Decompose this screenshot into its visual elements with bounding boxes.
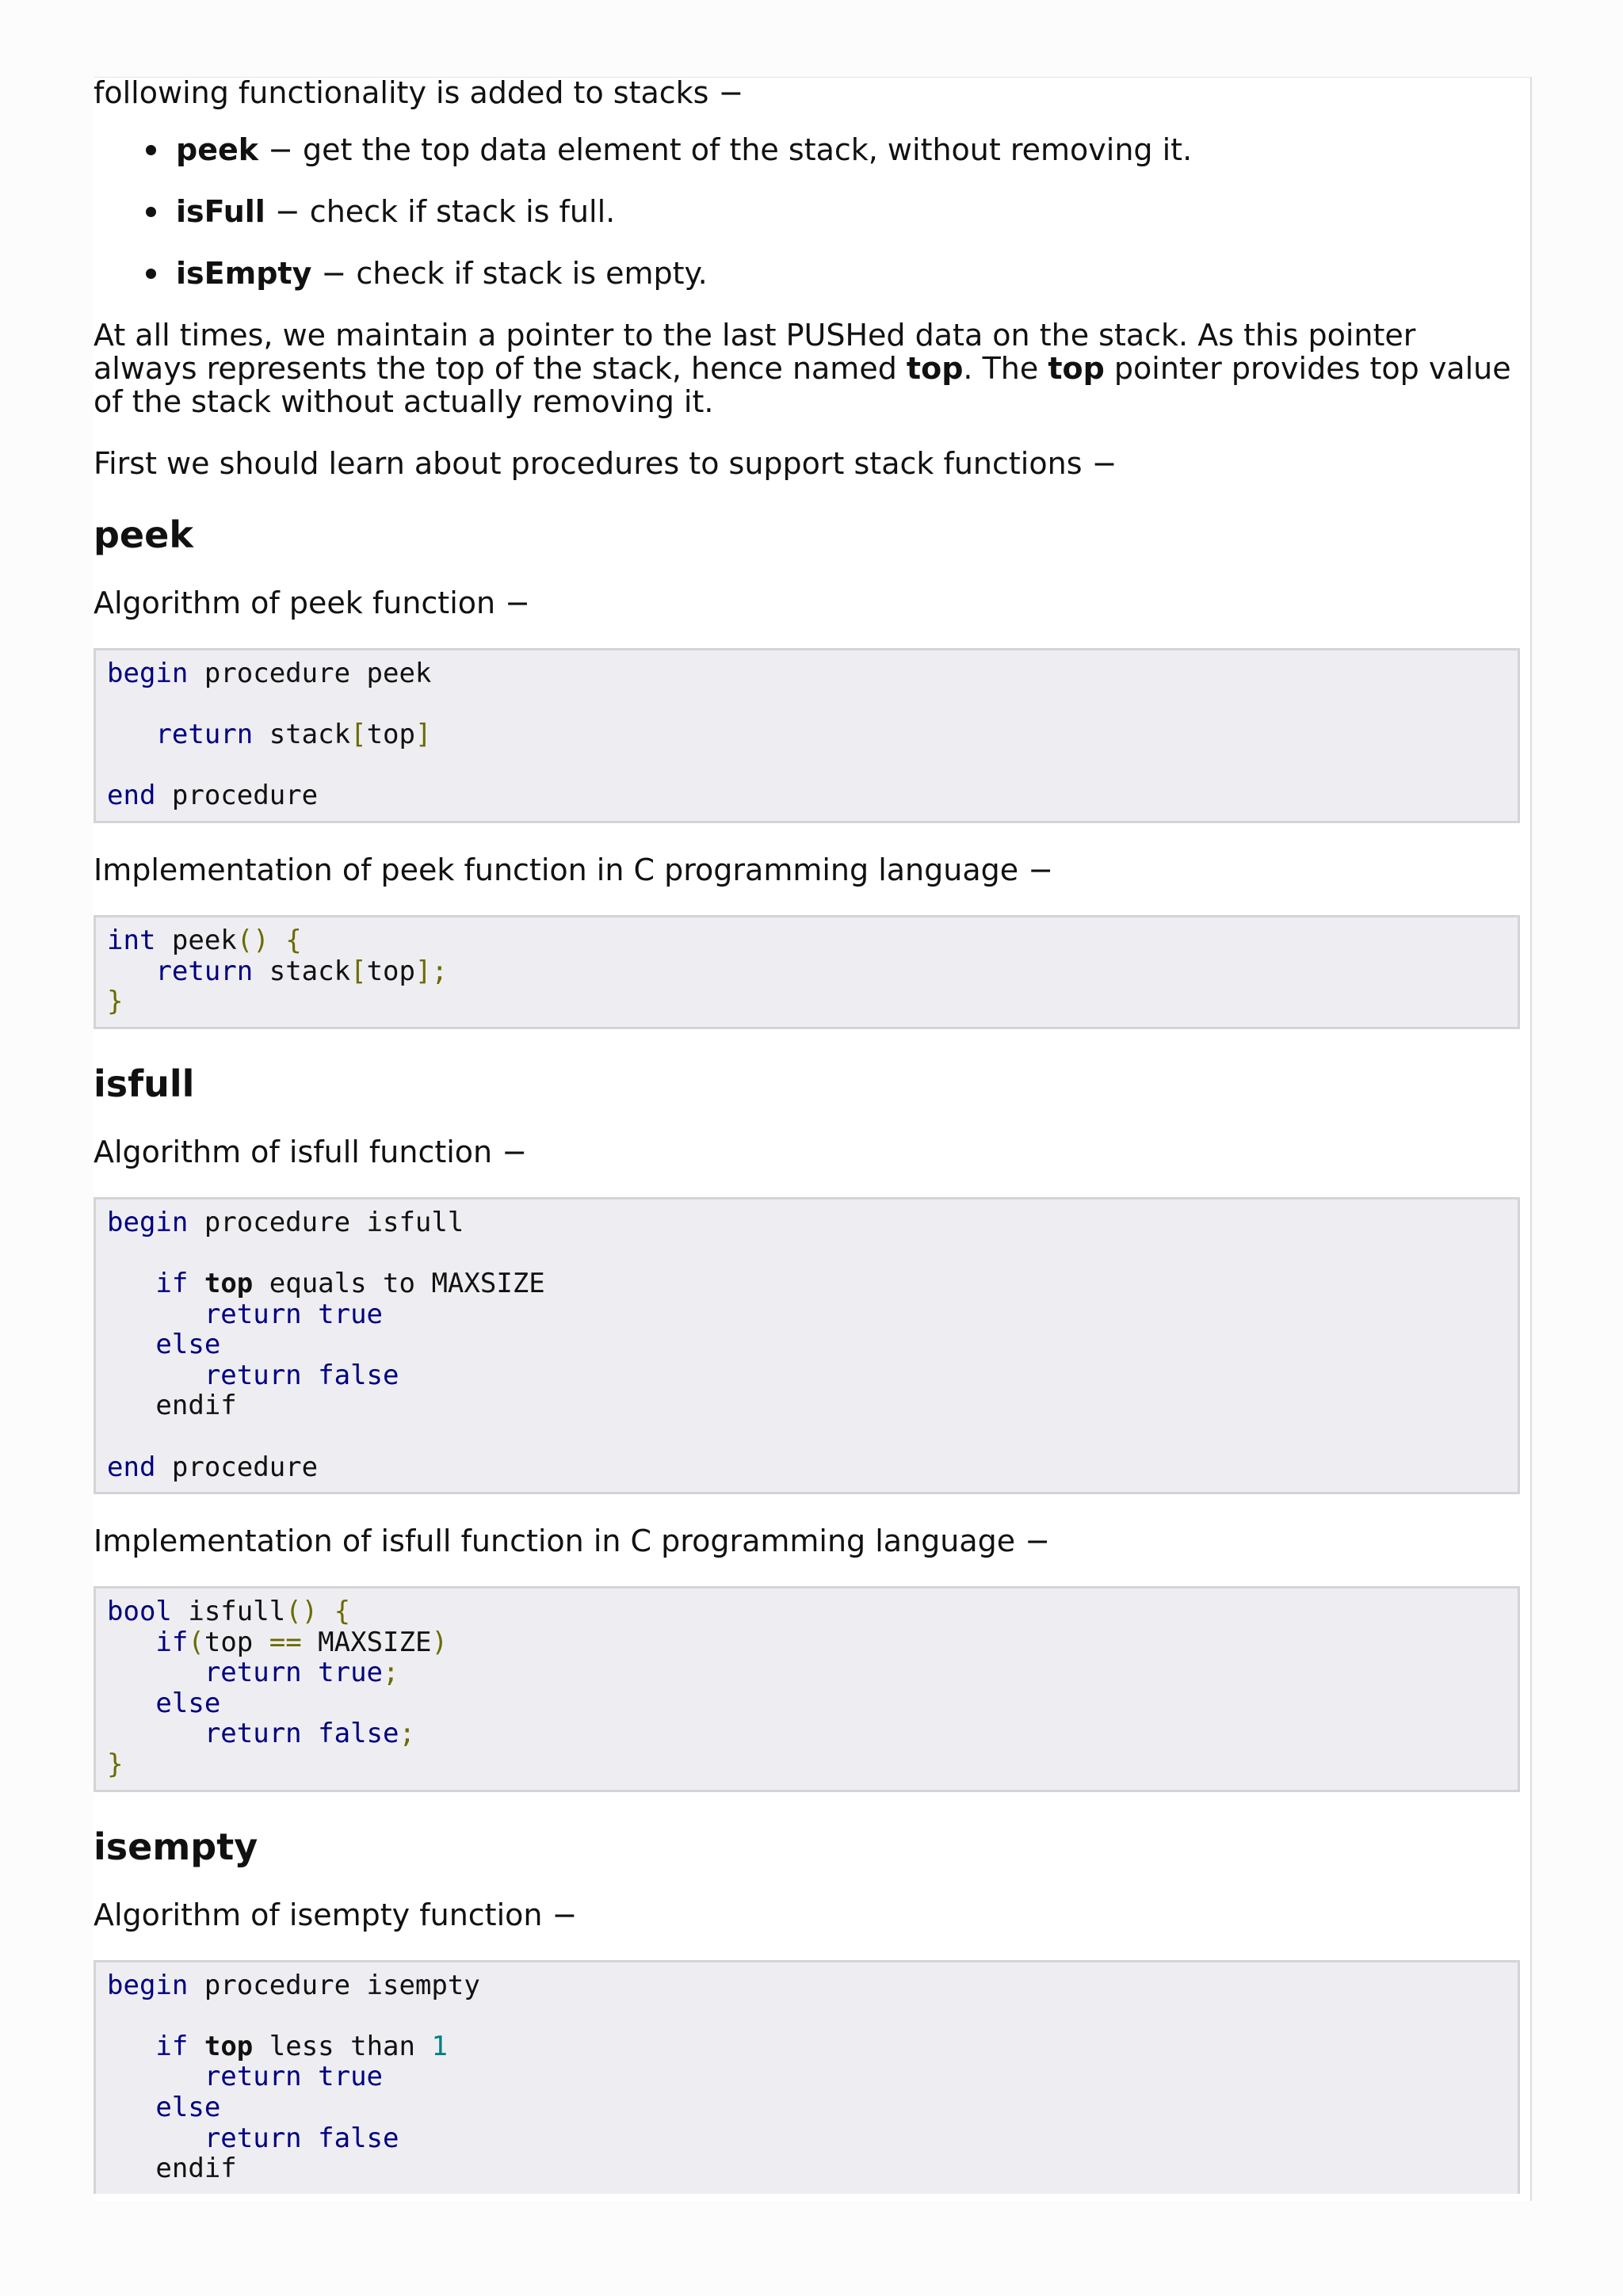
code-token — [302, 1299, 318, 1330]
pointer-bold-top: top — [906, 351, 964, 386]
code-token: () — [285, 1596, 319, 1628]
code-token: end — [107, 1451, 156, 1483]
code-token: procedure peek — [188, 658, 432, 689]
list-item — [176, 257, 1520, 290]
peek-c-code — [94, 915, 1520, 1029]
code-line — [107, 1329, 1507, 1360]
code-token: procedure — [155, 1451, 319, 1483]
code-token: return — [155, 719, 254, 751]
code-line — [107, 956, 1507, 987]
code-token — [302, 1360, 318, 1391]
code-token: { — [334, 1596, 351, 1628]
code-token: [ — [350, 719, 367, 751]
code-token: false — [318, 1718, 399, 1750]
code-line — [107, 925, 1507, 956]
code-token: peek — [155, 924, 237, 956]
code-token — [107, 1657, 204, 1688]
code-token: stack — [253, 719, 351, 751]
code-token — [302, 1718, 318, 1749]
code-line — [107, 2092, 1507, 2123]
code-token: return — [204, 1657, 302, 1689]
code-token: () — [236, 924, 269, 956]
code-token: false — [318, 2122, 399, 2154]
code-token — [302, 2122, 318, 2154]
isfull-c-code — [94, 1586, 1520, 1792]
code-token — [302, 1657, 318, 1688]
function-list — [94, 133, 1520, 290]
code-token: isfull — [171, 1596, 286, 1628]
term-description: − get the top data element of the stack, without removing it. — [258, 132, 1193, 167]
code-token — [107, 2122, 204, 2154]
code-token: 1 — [431, 2030, 448, 2062]
code-line — [107, 1749, 1507, 1780]
isempty-algorithm-intro: Algorithm of isempty function − — [94, 1897, 578, 1932]
code-line — [107, 2061, 1507, 2092]
code-line — [107, 2153, 1507, 2184]
code-token: top — [204, 2030, 254, 2062]
code-token: if — [155, 1626, 189, 1658]
code-token — [107, 1299, 204, 1330]
procedures-intro: First we should learn about procedures to support stack functions − — [94, 446, 1117, 481]
code-token: end — [107, 780, 156, 812]
code-token: true — [318, 1298, 384, 1330]
code-token: { — [285, 924, 302, 956]
code-token: int — [107, 924, 156, 956]
code-token — [107, 1718, 204, 1749]
code-line — [107, 1390, 1507, 1421]
code-token — [107, 1688, 155, 1719]
code-token: ; — [399, 1718, 415, 1750]
code-token: procedure — [155, 780, 319, 812]
code-token: top — [204, 1626, 269, 1658]
code-token: == — [269, 1626, 302, 1658]
heading-isfull: isfull — [94, 1062, 195, 1105]
code-token: else — [155, 1329, 221, 1361]
term-isfull: isFull — [176, 194, 265, 229]
isfull-algorithm-intro: Algorithm of isfull function − — [94, 1134, 528, 1169]
code-token — [107, 2061, 204, 2092]
code-token: [ — [350, 955, 367, 987]
code-line — [107, 750, 1507, 781]
code-token: else — [155, 2092, 221, 2124]
code-token: else — [155, 1687, 221, 1719]
code-token: true — [318, 1657, 384, 1689]
code-token: stack — [253, 955, 351, 987]
list-item — [176, 133, 1520, 166]
code-token: top — [366, 955, 415, 987]
document-content — [94, 76, 1520, 2201]
code-token: if — [155, 2030, 189, 2062]
code-token — [107, 2092, 155, 2123]
code-line — [107, 689, 1507, 720]
peek-algorithm-intro: Algorithm of peek function − — [94, 585, 530, 620]
code-token: equals to MAXSIZE — [253, 1267, 545, 1299]
heading-isempty: isempty — [94, 1825, 258, 1868]
code-line — [107, 1207, 1507, 1238]
code-token: return — [204, 2061, 302, 2093]
term-description: − check if stack is full. — [265, 194, 616, 229]
code-line — [107, 1421, 1507, 1452]
code-token: procedure isfull — [188, 1206, 464, 1238]
code-token — [302, 2061, 318, 2092]
pointer-text-3: pointer provides top value of the stack without actually removing it. — [94, 351, 1511, 419]
code-token — [318, 1596, 334, 1627]
code-token: ; — [383, 1657, 399, 1689]
pointer-paragraph — [94, 318, 1520, 418]
code-token: ( — [188, 1626, 204, 1658]
code-line — [107, 1268, 1507, 1299]
code-line — [107, 2000, 1507, 2031]
code-token: return — [155, 955, 254, 987]
code-line — [107, 780, 1507, 811]
code-token: return — [204, 1718, 302, 1750]
term-isempty: isEmpty — [176, 256, 312, 291]
code-line — [107, 1299, 1507, 1330]
code-token — [107, 1268, 155, 1299]
code-token — [107, 719, 155, 750]
code-line — [107, 1238, 1507, 1268]
code-token: if — [155, 1267, 189, 1299]
isempty-algorithm-code — [94, 1960, 1520, 2194]
code-token: endif — [107, 2153, 237, 2185]
code-token: top — [366, 719, 415, 751]
intro-text: following functionality is added to stacks − — [94, 76, 744, 110]
code-line — [107, 1657, 1507, 1688]
code-line — [107, 658, 1507, 689]
peek-algorithm-code — [94, 648, 1520, 823]
code-token: top — [204, 1267, 254, 1299]
pointer-bold-top: top — [1048, 351, 1105, 386]
code-token — [107, 1360, 204, 1391]
code-token: false — [318, 1359, 399, 1391]
isfull-implementation-intro: Implementation of isfull function in C programming language − — [94, 1524, 1051, 1559]
pointer-text-2: . The — [963, 351, 1048, 386]
code-token — [107, 2031, 155, 2062]
term-peek: peek — [176, 132, 259, 167]
code-line — [107, 719, 1507, 750]
code-token — [188, 1268, 204, 1299]
list-item — [176, 195, 1520, 228]
term-description: − check if stack is empty. — [311, 256, 708, 291]
code-token — [107, 1627, 155, 1658]
code-token — [107, 955, 155, 987]
code-token: ] — [414, 719, 432, 751]
code-token: return — [204, 2122, 302, 2154]
code-line — [107, 1970, 1507, 2001]
code-line — [107, 1596, 1507, 1627]
code-token: ) — [431, 1626, 448, 1658]
code-line — [107, 1688, 1507, 1719]
code-token: } — [107, 1749, 124, 1781]
isfull-algorithm-code — [94, 1197, 1520, 1494]
code-token: return — [204, 1298, 302, 1330]
code-line — [107, 2031, 1507, 2062]
code-token — [269, 925, 285, 956]
code-token: bool — [107, 1596, 172, 1628]
code-token: MAXSIZE — [301, 1626, 432, 1658]
code-line — [107, 1627, 1507, 1658]
code-token: less than — [253, 2030, 432, 2062]
code-token: } — [107, 986, 124, 1018]
code-token — [107, 1329, 155, 1360]
code-token: ]; — [414, 955, 448, 987]
heading-peek: peek — [94, 513, 193, 556]
code-token: procedure isempty — [188, 1969, 480, 2001]
code-token — [188, 2031, 204, 2062]
pointer-text-1: At all times, we maintain a pointer to the last PUSHed data on the stack. As this pointer always represents the top of the stack, hence named — [94, 318, 1416, 386]
code-line — [107, 1360, 1507, 1391]
code-line — [107, 2123, 1507, 2154]
code-line — [107, 1452, 1507, 1483]
peek-implementation-intro: Implementation of peek function in C programming language − — [94, 852, 1054, 887]
code-token: return — [204, 1359, 302, 1391]
code-token: begin — [107, 1969, 189, 2001]
code-line — [107, 986, 1507, 1017]
code-token: begin — [107, 1206, 189, 1238]
code-line — [107, 1718, 1507, 1749]
code-token: true — [318, 2061, 384, 2093]
code-token: begin — [107, 658, 189, 689]
code-token: endif — [107, 1390, 237, 1422]
